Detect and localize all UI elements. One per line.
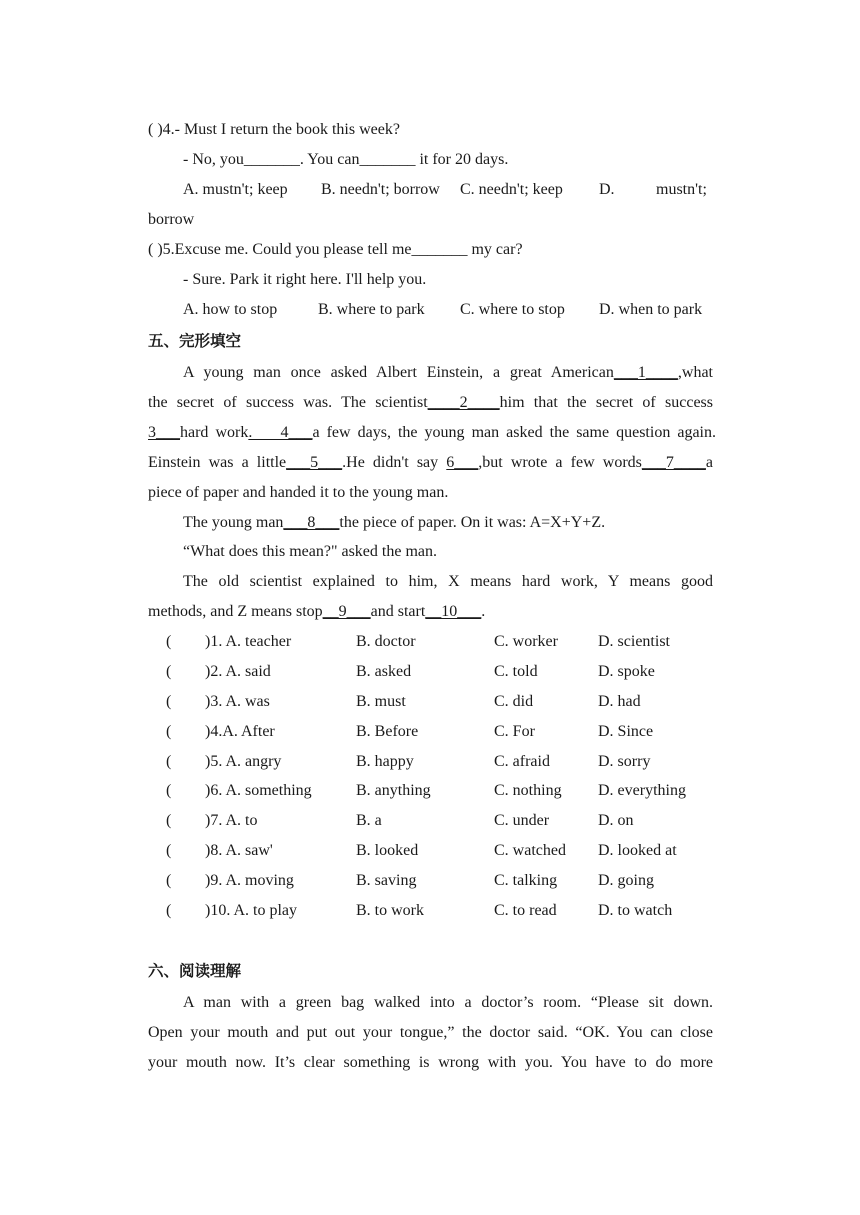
choice-row: ( )9. A. moving B. saving C. talking D. going	[166, 872, 654, 889]
cloze-line-7: “What does this mean?" asked the man.	[183, 543, 437, 560]
section6-title: 六、阅读理解	[148, 962, 242, 980]
cloze-line-1: A young man once asked Albert Einstein, a great American___1____,what	[183, 364, 713, 381]
reading-line-3: your mouth now. It’s clear something is wrong with you. You have to do more	[148, 1054, 713, 1071]
q4-option-d-text: mustn't;	[656, 181, 707, 198]
q4-option-a: A. mustn't; keep	[183, 181, 288, 198]
q5-option-a: A. how to stop	[183, 301, 278, 318]
q5-reply: - Sure. Park it right here. I'll help you.	[183, 271, 427, 288]
reading-line-2: Open your mouth and put out your tongue,” the doctor said. “OK. You can close	[148, 1024, 713, 1041]
cloze-line-6: The young man___8___the piece of paper. On it was: A=X+Y+Z.	[183, 514, 606, 531]
section5-title: 五、完形填空	[148, 332, 242, 350]
reading-line-1: A man with a green bag walked into a doctor’s room. “Please sit down.	[183, 994, 713, 1011]
cloze-line-4: Einstein was a little___5___.He didn't say 6___,but wrote a few words___7____a	[148, 454, 713, 471]
choice-row: ( )6. A. something B. anything C. nothing D. everything	[166, 782, 686, 799]
q4-option-d: D.	[599, 181, 615, 198]
q4-stem: ( )4.- Must I return the book this week?	[148, 121, 400, 138]
cloze-line-5: piece of paper and handed it to the young man.	[148, 484, 449, 501]
choice-row: ( )5. A. angry B. happy C. afraid D. sorry	[166, 753, 651, 770]
choice-row: ( )10. A. to play B. to work C. to read D. to watch	[166, 902, 673, 919]
cloze-line-9: methods, and Z means stop__9___and start__10___.	[148, 603, 486, 620]
choice-row: ( )4.A. After B. Before C. For D. Since	[166, 723, 654, 740]
choice-row: ( )1. A. teacher B. doctor C. worker D. scientist	[166, 633, 670, 650]
q5-stem: ( )5.Excuse me. Could you please tell me_______ my car?	[148, 241, 523, 258]
q5-option-d: D. when to park	[599, 301, 703, 318]
cloze-line-2: the secret of success was. The scientist____2____him that the secret of success	[148, 394, 713, 411]
choice-row: ( )8. A. saw' B. looked C. watched D. looked at	[166, 842, 677, 859]
cloze-line-3: 3___hard work. 4___a few days, the young man asked the same question again.	[148, 424, 716, 441]
q4-option-b: B. needn't; borrow	[321, 181, 440, 198]
choice-row: ( )3. A. was B. must C. did D. had	[166, 693, 641, 710]
q4-option-d-wrap: borrow	[148, 211, 195, 228]
q5-option-b: B. where to park	[318, 301, 425, 318]
q4-option-c: C. needn't; keep	[460, 181, 563, 198]
cloze-line-8: The old scientist explained to him, X means hard work, Y means good	[183, 573, 713, 590]
q4-reply: - No, you_______. You can_______ it for 20 days.	[183, 151, 509, 168]
choice-row: ( )2. A. said B. asked C. told D. spoke	[166, 663, 655, 680]
q5-option-c: C. where to stop	[460, 301, 565, 318]
choice-row: ( )7. A. to B. a C. under D. on	[166, 812, 634, 829]
